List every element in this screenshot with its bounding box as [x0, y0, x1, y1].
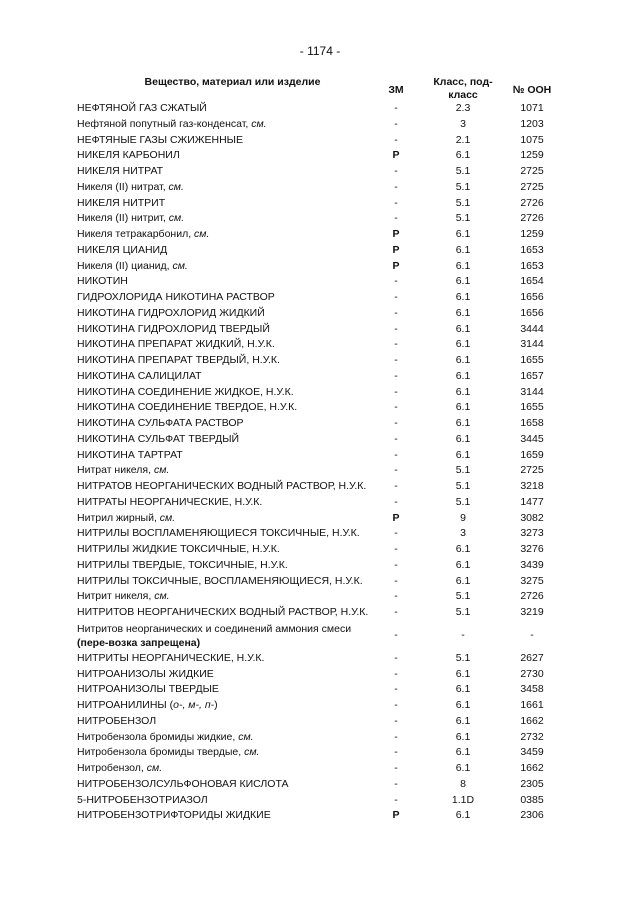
substance-name — [77, 259, 382, 275]
un-number: 3144 — [520, 385, 544, 398]
substance-name — [77, 682, 382, 698]
substance-name — [77, 495, 382, 511]
table-row — [0, 761, 640, 777]
hazard-class: 6.1 — [455, 448, 471, 461]
em-marker: - — [394, 338, 398, 351]
hazard-class: 6.1 — [455, 683, 471, 696]
substance-name — [77, 369, 382, 385]
un-number: 0385 — [520, 793, 544, 806]
substance-name-part: НИКОТИНА СОЕДИНЕНИЕ ТВЕРДОЕ, Н.У.К. — [77, 401, 298, 414]
hazard-class: 5.1 — [455, 651, 471, 664]
substance-name — [77, 180, 382, 196]
un-number: 3276 — [520, 543, 544, 555]
em-marker: P — [392, 228, 400, 240]
un-number: 1655 — [520, 401, 544, 414]
substance-name-part: ) — [214, 699, 218, 711]
hazard-class: 6.1 — [455, 543, 471, 555]
table-row — [0, 479, 640, 495]
substance-name — [77, 651, 382, 667]
em-marker: - — [394, 746, 398, 759]
em-marker: P — [392, 809, 400, 822]
em-marker: - — [394, 777, 398, 790]
page-number: - 1174 - — [299, 44, 341, 58]
em-marker: - — [394, 558, 398, 571]
un-number: 2627 — [520, 651, 544, 664]
table-row — [0, 621, 640, 651]
substance-name-part: см. — [146, 762, 163, 774]
substance-name-part: НИТРИТЫ НЕОРГАНИЧЕСКИЕ, Н.У.К. — [77, 651, 265, 664]
table-row — [0, 117, 640, 133]
em-marker: - — [394, 683, 398, 696]
em-marker: P — [392, 511, 400, 524]
em-marker: - — [394, 651, 398, 664]
un-number: 2725 — [520, 165, 544, 177]
hazard-class: 3 — [460, 527, 466, 540]
substance-name-part: НИТРИЛЫ ВОСПЛАМЕНЯЮЩИЕСЯ ТОКСИЧНЫЕ, Н.У.К. — [77, 527, 360, 540]
substance-name — [77, 558, 382, 574]
substance-name — [77, 808, 382, 824]
substance-name-part: о-, м-, п- — [173, 699, 215, 711]
substance-name-part: НИТРОБЕНЗОТРИФТОРИДЫ ЖИДКИЕ — [77, 809, 271, 822]
un-number: 1657 — [520, 369, 544, 382]
em-marker: - — [394, 354, 398, 366]
header-class: Класс, под-класс — [433, 76, 493, 101]
em-marker: - — [394, 306, 398, 319]
hazard-class: 5.1 — [455, 212, 471, 225]
hazard-class: 6.1 — [455, 401, 471, 414]
substance-name-part: см. — [159, 511, 176, 524]
em-marker: - — [394, 495, 398, 508]
em-marker: - — [394, 628, 398, 641]
substance-name — [77, 353, 382, 369]
substance-name-part: Нитробензол, — [77, 762, 147, 774]
hazard-class: - — [461, 628, 465, 641]
un-number: 1477 — [520, 495, 544, 508]
em-marker: - — [394, 117, 398, 130]
header-un-number: № ООН — [512, 84, 552, 96]
hazard-class: 6.1 — [455, 558, 471, 571]
substance-name — [77, 667, 382, 683]
hazard-class: 1.1D — [451, 793, 475, 806]
un-number: 1259 — [520, 228, 544, 240]
substance-name-part: НИКЕЛЯ НИТРИТ — [77, 196, 166, 209]
table-row — [0, 353, 640, 369]
substance-name-part: НИКОТИНА ТАРТРАТ — [77, 448, 183, 461]
em-marker: - — [394, 275, 398, 288]
un-number: 3275 — [520, 574, 544, 587]
substance-name — [77, 322, 382, 338]
substance-name-part: НИКОТИНА ГИДРОХЛОРИД ТВЕРДЫЙ — [77, 322, 270, 335]
table-row — [0, 322, 640, 338]
un-number: 2725 — [520, 180, 544, 193]
table-row — [0, 448, 640, 464]
hazard-class: 5.1 — [455, 495, 471, 508]
em-marker: - — [394, 762, 398, 774]
substance-name-part: Никеля (II) цианид, — [77, 259, 173, 272]
em-marker: - — [394, 102, 398, 114]
table-row — [0, 227, 640, 243]
substance-name — [77, 148, 382, 164]
table-row — [0, 385, 640, 401]
substance-name — [77, 511, 382, 527]
un-number: 3218 — [520, 480, 544, 492]
hazard-class: 3 — [460, 117, 466, 130]
substance-name-part: 5-НИТРОБЕНЗОТРИАЗОЛ — [77, 793, 208, 806]
substance-name — [77, 605, 382, 621]
table-row — [0, 164, 640, 180]
un-number: 3439 — [520, 558, 544, 571]
hazard-class: 5.1 — [455, 196, 471, 209]
un-number: 1654 — [520, 275, 544, 288]
substance-name — [77, 337, 382, 353]
em-marker: P — [392, 243, 400, 256]
un-number: - — [530, 628, 534, 641]
table-row — [0, 180, 640, 196]
em-marker: - — [394, 196, 398, 209]
hazard-class: 6.1 — [455, 338, 471, 351]
table-row — [0, 259, 640, 275]
substance-name-part: см. — [168, 212, 185, 225]
hazard-class: 6.1 — [455, 259, 471, 272]
hazard-class: 6.1 — [455, 275, 471, 288]
substance-name — [77, 290, 382, 306]
substance-name-part: НИТРИЛЫ ТОКСИЧНЫЕ, ВОСПЛАМЕНЯЮЩИЕСЯ, Н.У.К. — [77, 574, 363, 587]
substance-name-part: (пере-возка запрещена) — [77, 636, 201, 649]
table-row — [0, 463, 640, 479]
substance-name-part: НИКЕЛЯ ЦИАНИД — [77, 243, 168, 256]
table-row — [0, 558, 640, 574]
substance-name-part: НИКЕЛЯ НИТРАТ — [77, 165, 164, 177]
table-row — [0, 808, 640, 824]
un-number: 3219 — [520, 606, 544, 618]
table-row — [0, 306, 640, 322]
substance-name-part: см. — [153, 464, 170, 477]
hazard-class: 6.1 — [455, 306, 471, 319]
substance-name-part: НИКОТИНА СОЕДИНЕНИЕ ЖИДКОЕ, Н.У.К. — [77, 385, 294, 398]
substance-name — [77, 542, 382, 558]
table-row — [0, 745, 640, 761]
substance-name-part: НИТРАТЫ НЕОРГАНИЧЕСКИЕ, Н.У.К. — [77, 495, 263, 508]
em-marker: P — [392, 149, 400, 162]
substance-name — [77, 698, 382, 714]
table-row — [0, 400, 640, 416]
em-marker: - — [394, 133, 398, 146]
un-number: 3445 — [520, 432, 544, 445]
un-number: 1662 — [520, 714, 544, 727]
substance-name-part: см. — [194, 228, 210, 240]
hazard-class: 6.1 — [455, 385, 471, 398]
em-marker: - — [394, 291, 398, 303]
table-row — [0, 730, 640, 746]
un-number: 1662 — [520, 762, 544, 774]
substance-name — [77, 793, 382, 809]
substance-name — [77, 227, 382, 243]
em-marker: - — [394, 212, 398, 225]
table-row — [0, 432, 640, 448]
un-number: 3082 — [520, 511, 544, 524]
substance-name — [77, 777, 382, 793]
hazard-class: 5.1 — [455, 180, 471, 193]
substance-name — [77, 761, 382, 777]
un-number: 1259 — [520, 149, 544, 162]
em-marker: - — [394, 322, 398, 335]
table-row — [0, 574, 640, 590]
em-marker: - — [394, 606, 398, 618]
hazard-class: 6.1 — [455, 667, 471, 680]
table-row — [0, 369, 640, 385]
hazard-class: 6.1 — [455, 228, 471, 240]
substance-name — [77, 306, 382, 322]
substance-name — [77, 133, 382, 149]
substance-name — [77, 463, 382, 479]
substance-name-part: НИТРИЛЫ ТВЕРДЫЕ, ТОКСИЧНЫЕ, Н.У.К. — [77, 558, 288, 571]
un-number: 1659 — [520, 448, 544, 461]
substance-name-part: Нитробензола бромиды твердые, — [77, 746, 245, 759]
hazard-class: 6.1 — [455, 714, 471, 727]
un-number: 1656 — [520, 306, 544, 319]
em-marker: - — [394, 165, 398, 177]
em-marker: - — [394, 793, 398, 806]
substance-name-part: Нитритов неорганических и соединений аммония смеси — [77, 622, 352, 635]
substance-name — [77, 730, 382, 746]
em-marker: - — [394, 730, 398, 743]
em-marker: - — [394, 448, 398, 461]
substance-name — [77, 243, 382, 259]
substance-name-part: см. — [168, 180, 184, 193]
em-marker: - — [394, 480, 398, 492]
em-marker: - — [394, 543, 398, 555]
substance-name-part: Нитрат никеля, — [77, 464, 154, 477]
substance-name-part: Нитрил жирный, — [77, 511, 160, 524]
un-number: 3444 — [520, 322, 544, 335]
substance-name-part: НИТРОАНИЗОЛЫ ТВЕРДЫЕ — [77, 683, 219, 696]
un-number: 1653 — [520, 243, 544, 256]
hazard-class: 6.1 — [455, 354, 471, 366]
em-marker: - — [394, 699, 398, 711]
un-number: 1653 — [520, 259, 544, 272]
substance-name — [77, 432, 382, 448]
substance-name — [77, 117, 382, 133]
em-marker: - — [394, 180, 398, 193]
table-row — [0, 274, 640, 290]
substance-name-part: НИТРОБЕНЗОЛСУЛЬФОНОВАЯ КИСЛОТА — [77, 777, 289, 790]
substance-name-part: см. — [251, 117, 267, 130]
substance-name — [77, 589, 382, 605]
hazard-class: 5.1 — [455, 590, 471, 603]
table-row — [0, 495, 640, 511]
un-number: 1203 — [520, 117, 544, 130]
un-number: 1075 — [520, 133, 544, 146]
substance-name-part: см. — [172, 259, 188, 272]
substance-name-part: Никеля тетракарбонил, — [77, 228, 195, 240]
un-number: 1656 — [520, 291, 544, 303]
hazard-class: 6.1 — [455, 369, 471, 382]
table-row — [0, 196, 640, 212]
substance-name — [77, 196, 382, 212]
un-number: 1655 — [520, 354, 544, 366]
table-row — [0, 682, 640, 698]
un-number: 1661 — [520, 699, 544, 711]
table-row — [0, 211, 640, 227]
substance-name-part: НИКОТИНА ПРЕПАРАТ ЖИДКИЙ, Н.У.К. — [77, 338, 275, 351]
hazard-class: 9 — [460, 511, 466, 524]
hazard-class: 5.1 — [455, 480, 471, 492]
table-row — [0, 290, 640, 306]
substance-name-part: см. — [154, 590, 170, 603]
table-row — [0, 698, 640, 714]
table-row — [0, 337, 640, 353]
hazard-class: 6.1 — [455, 417, 471, 429]
substance-name-part: Никеля (II) нитрит, — [77, 212, 169, 225]
substance-name-part: НИКОТИНА САЛИЦИЛАТ — [77, 369, 202, 382]
table-row — [0, 605, 640, 621]
hazard-class: 6.1 — [455, 746, 471, 759]
em-marker: - — [394, 432, 398, 445]
substance-name-part: НЕФТЯНЫЕ ГАЗЫ СЖИЖЕННЫЕ — [77, 133, 243, 146]
hazard-class: 5.1 — [455, 464, 471, 477]
substance-name-part: НИКОТИНА СУЛЬФАТ ТВЕРДЫЙ — [77, 432, 240, 445]
table-row — [0, 651, 640, 667]
substance-name-part: НИТРОАНИЗОЛЫ ЖИДКИЕ — [77, 667, 214, 680]
substance-name — [77, 526, 382, 542]
em-marker: - — [394, 385, 398, 398]
substance-name — [77, 745, 382, 761]
un-number: 2725 — [520, 464, 544, 477]
substance-name-part: НИТРОБЕНЗОЛ — [77, 714, 157, 727]
substance-name-part: НЕФТЯНОЙ ГАЗ СЖАТЫЙ — [77, 102, 207, 114]
substance-name-part: НИКОТИНА ПРЕПАРАТ ТВЕРДЫЙ, Н.У.К. — [77, 354, 280, 366]
table-row — [0, 793, 640, 809]
substance-name-part: НИКОТИН — [77, 275, 128, 288]
substance-name — [77, 574, 382, 590]
substance-name-part: см. — [244, 746, 260, 759]
un-number: 3144 — [520, 338, 544, 351]
substance-name — [77, 101, 382, 117]
hazard-class: 5.1 — [455, 165, 471, 177]
substance-name — [77, 385, 382, 401]
header-substance: Вещество, материал или изделие — [144, 76, 321, 88]
em-marker: - — [394, 574, 398, 587]
un-number: 2305 — [520, 777, 544, 790]
substance-name — [77, 211, 382, 227]
em-marker: - — [394, 527, 398, 540]
substance-name-part: НИТРОАНИЛИНЫ ( — [77, 699, 174, 711]
substance-name — [77, 164, 382, 180]
table-row — [0, 589, 640, 605]
table-row — [0, 416, 640, 432]
em-marker: - — [394, 667, 398, 680]
hazard-class: 6.1 — [455, 699, 471, 711]
hazard-class: 2.3 — [455, 102, 471, 114]
hazard-class: 6.1 — [455, 243, 471, 256]
hazard-class: 6.1 — [455, 762, 471, 774]
table-row — [0, 542, 640, 558]
table-row — [0, 777, 640, 793]
substance-name — [77, 416, 382, 432]
table-row — [0, 148, 640, 164]
table-row — [0, 526, 640, 542]
substance-name-part: Нитрит никеля, — [77, 590, 155, 603]
em-marker: - — [394, 369, 398, 382]
un-number: 2732 — [520, 730, 544, 743]
substance-name-part: НИКЕЛЯ КАРБОНИЛ — [77, 149, 180, 162]
un-number: 2306 — [520, 809, 544, 822]
substance-name — [77, 400, 382, 416]
substance-name — [77, 448, 382, 464]
un-number: 1071 — [520, 102, 544, 114]
un-number: 2726 — [520, 196, 544, 209]
un-number: 1658 — [520, 417, 544, 429]
substance-name-part: Никеля (II) нитрат, — [77, 180, 169, 193]
hazard-class: 6.1 — [455, 730, 471, 743]
hazard-class: 6.1 — [455, 322, 471, 335]
hazard-class: 6.1 — [455, 809, 471, 822]
un-number: 3459 — [520, 746, 544, 759]
em-marker: - — [394, 714, 398, 727]
substance-name-part: НИТРИТОВ НЕОРГАНИЧЕСКИХ ВОДНЫЙ РАСТВОР, Н.У.К. — [77, 606, 369, 618]
hazard-class: 6.1 — [455, 574, 471, 587]
substance-name-part: НИТРАТОВ НЕОРГАНИЧЕСКИХ ВОДНЫЙ РАСТВОР, Н.У.К. — [77, 480, 367, 492]
table-row — [0, 243, 640, 259]
substance-name-part: Нефтяной попутный газ-конденсат, — [77, 117, 252, 130]
substance-name-part: Нитробензола бромиды жидкие, — [77, 730, 239, 743]
hazard-class: 6.1 — [455, 432, 471, 445]
substance-name-part: см. — [238, 730, 254, 743]
header-em: ЗМ — [388, 84, 404, 96]
substance-name-part: НИКОТИНА СУЛЬФАТА РАСТВОР — [77, 417, 244, 429]
hazard-class: 5.1 — [455, 606, 471, 618]
table-row — [0, 511, 640, 527]
hazard-class: 2.1 — [455, 133, 471, 146]
substance-name — [77, 714, 382, 730]
hazard-class: 8 — [460, 777, 466, 790]
hazard-class: 6.1 — [455, 291, 471, 303]
un-number: 2726 — [520, 212, 544, 225]
table-row — [0, 667, 640, 683]
substance-name — [77, 274, 382, 290]
un-number: 3273 — [520, 527, 544, 540]
substance-name-part: НИТРИЛЫ ЖИДКИЕ ТОКСИЧНЫЕ, Н.У.К. — [77, 543, 280, 555]
substance-table — [0, 101, 640, 824]
substance-name-part: НИКОТИНА ГИДРОХЛОРИД ЖИДКИЙ — [77, 306, 265, 319]
table-row — [0, 101, 640, 117]
un-number: 3458 — [520, 683, 544, 696]
em-marker: P — [392, 259, 400, 272]
em-marker: - — [394, 401, 398, 414]
substance-name — [77, 479, 382, 495]
em-marker: - — [394, 464, 398, 477]
un-number: 2726 — [520, 590, 544, 603]
hazard-class: 6.1 — [455, 149, 471, 162]
em-marker: - — [394, 590, 398, 603]
substance-name — [77, 622, 382, 650]
substance-name-part: ГИДРОХЛОРИДА НИКОТИНА РАСТВОР — [77, 291, 275, 303]
table-row — [0, 133, 640, 149]
un-number: 2730 — [520, 667, 544, 680]
em-marker: - — [394, 417, 398, 429]
table-row — [0, 714, 640, 730]
